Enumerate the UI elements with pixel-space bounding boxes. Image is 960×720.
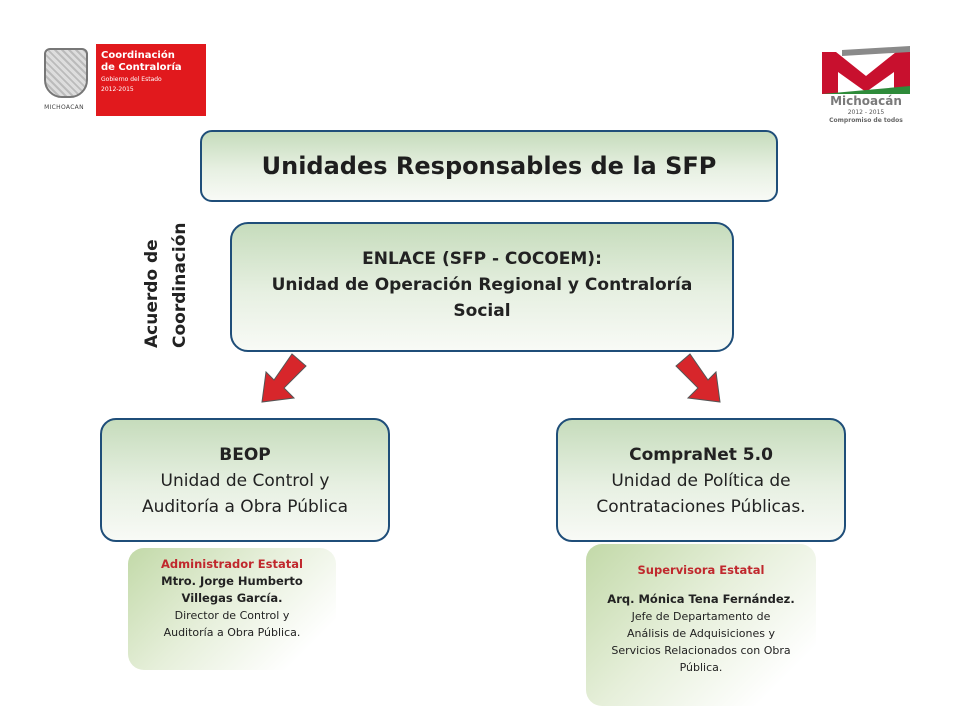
- compranet-line-2: Contrataciones Públicas.: [596, 497, 806, 517]
- administrator-card: [128, 548, 336, 670]
- beop-box: [100, 418, 390, 542]
- side-label-line-2: Coordinación: [170, 222, 190, 348]
- card-spacer: [586, 579, 816, 591]
- coordination-agreement-label: [142, 216, 202, 348]
- diagram-title: Unidades Responsables de la SFP: [261, 152, 717, 180]
- admin-name-1: Mtro. Jorge Humberto: [161, 574, 303, 588]
- michoacan-logo: [818, 46, 914, 130]
- supervisor-name: Arq. Mónica Tena Fernández.: [607, 592, 795, 606]
- logo-line-3: Gobierno del Estado: [101, 76, 162, 83]
- beop-line-2: Auditoría a Obra Pública: [141, 497, 349, 517]
- supervisor-role: Supervisora Estatal: [637, 563, 765, 577]
- michoacan-slogan: Compromiso de todos: [829, 117, 903, 124]
- beop-line-1: Unidad de Control y: [160, 471, 330, 491]
- admin-name-2: Villegas García.: [181, 591, 283, 605]
- compranet-line-1: Unidad de Política de: [611, 471, 791, 491]
- supervisor-desc-3: Servicios Relacionados con Obra: [611, 644, 791, 657]
- crest-shield-icon: [44, 48, 88, 98]
- supervisor-desc-2: Análisis de Adquisiciones y: [626, 627, 776, 640]
- beop-head: BEOP: [219, 445, 271, 465]
- title-box: [200, 130, 778, 202]
- arrow-right-icon: [676, 354, 720, 404]
- admin-desc-2: Auditoría a Obra Pública.: [163, 626, 301, 639]
- admin-role: Administrador Estatal: [161, 557, 303, 571]
- michoacan-crest-icon: [34, 42, 94, 120]
- crest-caption: MICHOACAN: [44, 104, 84, 111]
- enlace-line-1: ENLACE (SFP - COCOEM):: [362, 249, 602, 269]
- compranet-box: [556, 418, 846, 542]
- contraloria-red-block: [96, 44, 206, 116]
- admin-desc-1: Director de Control y: [174, 609, 290, 622]
- supervisor-card: [586, 544, 816, 706]
- enlace-line-2: Unidad de Operación Regional y Contraloría: [271, 275, 693, 295]
- michoacan-name: Michoacán: [830, 94, 902, 108]
- logo-line-4: 2012-2015: [101, 86, 134, 93]
- contraloria-logo: [34, 42, 206, 120]
- supervisor-desc-4: Pública.: [679, 661, 723, 674]
- enlace-box: [230, 222, 734, 352]
- enlace-line-3: Social: [453, 301, 511, 321]
- logo-line-1: Coordinación: [101, 50, 175, 61]
- supervisor-desc-1: Jefe de Departamento de: [631, 610, 771, 623]
- compranet-head: CompraNet 5.0: [629, 445, 773, 465]
- michoacan-years: 2012 - 2015: [847, 109, 885, 116]
- side-label-line-1: Acuerdo de: [142, 239, 162, 348]
- logo-line-2: de Contraloría: [101, 62, 182, 73]
- arrow-left-icon: [262, 354, 306, 404]
- michoacan-m-icon: [822, 46, 910, 94]
